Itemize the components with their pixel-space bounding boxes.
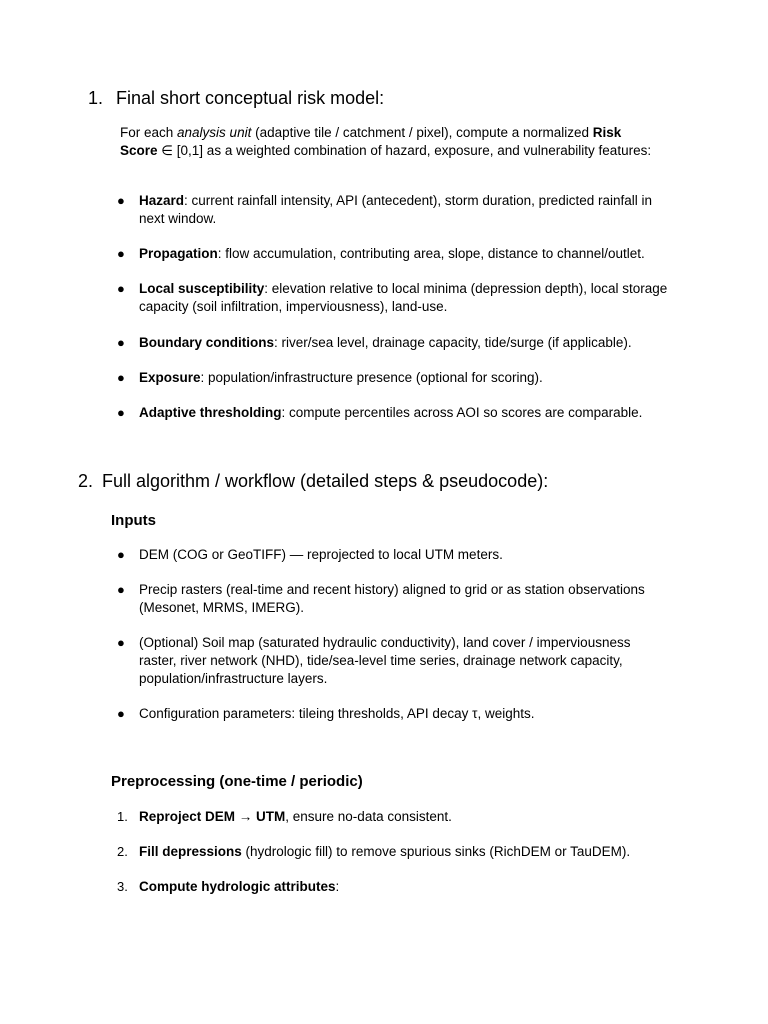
- input-item-precip: [117, 581, 677, 617]
- list-item-term: Adaptive thresholding: [139, 405, 282, 420]
- list-item-local-susceptibility: [117, 280, 672, 316]
- section-2-number: 2.: [78, 471, 94, 491]
- preprocessing-heading: Preprocessing (one-time / periodic): [111, 773, 363, 790]
- bullet-icon: ●: [117, 246, 125, 261]
- list-item-hazard: [117, 192, 672, 228]
- list-item-exposure: [117, 369, 677, 387]
- step-number: 2.: [117, 844, 128, 859]
- bullet-icon: ●: [117, 405, 125, 420]
- intro-paragraph: [120, 124, 660, 160]
- list-item-text: [117, 404, 677, 422]
- list-item-text: DEM (COG or GeoTIFF) — reprojected to local UTM meters.: [139, 547, 503, 562]
- list-item-desc: : compute percentiles across AOI so scores are comparable.: [281, 405, 643, 420]
- list-item-text: [117, 369, 677, 387]
- section-1-heading: [88, 87, 384, 109]
- bullet-icon: ●: [117, 706, 125, 721]
- list-item-text: [117, 280, 672, 316]
- list-item-desc: : river/sea level, drainage capacity, tide/surge (if applicable).: [274, 335, 632, 350]
- list-item-desc: : elevation relative to local minima (depression depth), local storage capacity (soil infiltration, imperviousness), land-use.: [139, 281, 668, 314]
- list-item-text: Configuration parameters: tileing thresholds, API decay τ, weights.: [139, 706, 535, 721]
- step-text: [117, 878, 677, 896]
- step-desc: :: [335, 879, 340, 894]
- input-item-optional: [117, 634, 662, 688]
- step-desc: (hydrologic fill) to remove spurious sinks (RichDEM or TauDEM).: [241, 844, 631, 859]
- list-item-term: Exposure: [139, 370, 201, 385]
- step-term: Compute hydrologic attributes: [139, 879, 336, 894]
- intro-text-1: For each: [120, 125, 178, 140]
- list-item-desc: : population/infrastructure presence (optional for scoring).: [200, 370, 543, 385]
- list-item-text: (Optional) Soil map (saturated hydraulic conductivity), land cover / imperviousness raster, river network (NHD), tide/sea-level time series, drainage network capacity, population/infrastructure layers.: [139, 635, 631, 686]
- list-item-adaptive-thresholding: [117, 404, 677, 422]
- bullet-icon: ●: [117, 335, 125, 350]
- list-item-term: Local susceptibility: [139, 281, 265, 296]
- list-item-propagation: [117, 245, 677, 263]
- intro-text-3: (adaptive tile / catchment / pixel), compute a normalized: [251, 125, 593, 140]
- section-1-title: Final short conceptual risk model:: [116, 88, 385, 108]
- step-term: Reproject DEM → UTM: [139, 809, 286, 824]
- list-item-term: Boundary conditions: [139, 335, 274, 350]
- list-item-text: [117, 192, 672, 228]
- step-text: [117, 843, 677, 861]
- list-item-boundary-conditions: [117, 334, 677, 352]
- list-item-term: Hazard: [139, 193, 185, 208]
- preprocessing-step-2: [117, 843, 677, 861]
- list-item-term: Propagation: [139, 246, 218, 261]
- bullet-icon: ●: [117, 281, 125, 296]
- list-item-text: [117, 245, 677, 263]
- list-item-desc: : current rainfall intensity, API (antecedent), storm duration, predicted rainfall in next window.: [139, 193, 652, 226]
- bullet-icon: ●: [117, 635, 125, 650]
- bullet-icon: ●: [117, 193, 125, 208]
- preprocessing-step-3: [117, 878, 677, 896]
- input-item-dem: [117, 546, 677, 564]
- section-2-title: Full algorithm / workflow (detailed steps & pseudocode):: [102, 471, 549, 491]
- section-1-number: 1.: [88, 88, 104, 108]
- preprocessing-step-1: [117, 808, 677, 826]
- section-2-heading: [78, 470, 548, 492]
- bullet-icon: ●: [117, 582, 125, 597]
- list-item-text: Precip rasters (real-time and recent history) aligned to grid or as station observations (Mesonet, MRMS, IMERG).: [139, 582, 645, 615]
- intro-text-5: ∈ [0,1] as a weighted combination of hazard, exposure, and vulnerability features:: [157, 143, 652, 158]
- step-number: 3.: [117, 879, 128, 894]
- list-item-text: [117, 334, 677, 352]
- intro-risk-score: Risk Score: [120, 125, 622, 158]
- step-term: Fill depressions: [139, 844, 242, 859]
- inputs-heading: Inputs: [111, 512, 156, 529]
- step-number: 1.: [117, 809, 128, 824]
- bullet-icon: ●: [117, 370, 125, 385]
- intro-analysis-unit: analysis unit: [177, 125, 252, 140]
- list-item-desc: : flow accumulation, contributing area, slope, distance to channel/outlet.: [217, 246, 645, 261]
- bullet-icon: ●: [117, 547, 125, 562]
- step-desc: , ensure no-data consistent.: [285, 809, 452, 824]
- step-text: [117, 808, 677, 826]
- input-item-config: [117, 705, 677, 723]
